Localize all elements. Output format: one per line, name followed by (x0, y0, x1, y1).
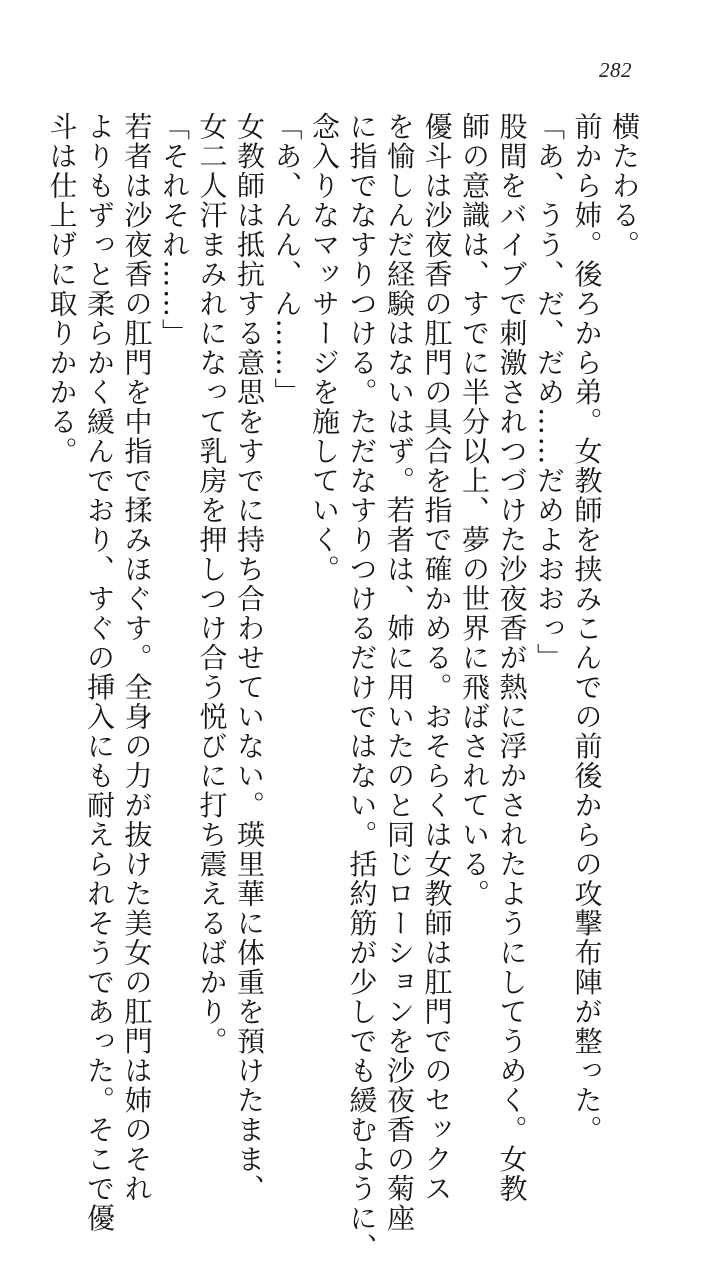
text-line-2: 前から姉。後ろから弟。女教師を挟みこんでの前後からの攻撃布陣が整った。 (570, 112, 604, 1145)
text-line-16: 斗は仕上げに取りかかる。 (45, 112, 79, 466)
text-line-6: 優斗は沙夜香の肛門の具合を指で確かめる。おそらくは女教師は肛門でのセックス (420, 112, 454, 1204)
text-line-10: 「あ、んん、ん……」 (270, 112, 304, 407)
text-line-7: を愉しんだ経験はないはず。若者は、姉に用いたのと同じローションを沙夜香の菊座 (383, 112, 416, 1233)
text-line-13: 「それそれ……」 (158, 112, 191, 348)
text-line-11: 女教師は抵抗する意思をすでに持ち合わせていない。瑛里華に体重を預けたまま、 (233, 112, 266, 1204)
text-line-12: 女二人汗まみれになって乳房を押しつけ合う悦びに打ち震えるばかり。 (195, 112, 229, 1056)
text-line-3: 「あ、うう、だ、だめ……だめよおおっ」 (533, 112, 566, 673)
text-line-14: 若者は沙夜香の肛門を中指で揉みほぐす。全身の力が抜けた美女の肛門は姉のそれ (120, 112, 154, 1204)
text-line-1: 横たわる。 (608, 112, 641, 260)
text-line-5: 師の意識は、すでに半分以上、夢の世界に飛ばされている。 (458, 112, 491, 909)
text-line-15: よりもずっと柔らかく緩んでおり、すぐの挿入にも耐えられそうであった。そこで優 (83, 112, 116, 1233)
text-line-9: 念入りなマッサージを施していく。 (308, 112, 341, 584)
vertical-text-block (45, 112, 643, 1263)
text-line-4: 股間をバイブで刺激されつづけた沙夜香が熱に浮かされたようにしてうめく。女教 (495, 112, 529, 1204)
page-number: 282 (599, 58, 632, 82)
text-line-8: に指でなすりつける。ただなすりつけるだけではない。括約筋が少しでも緩むように、 (345, 112, 379, 1263)
